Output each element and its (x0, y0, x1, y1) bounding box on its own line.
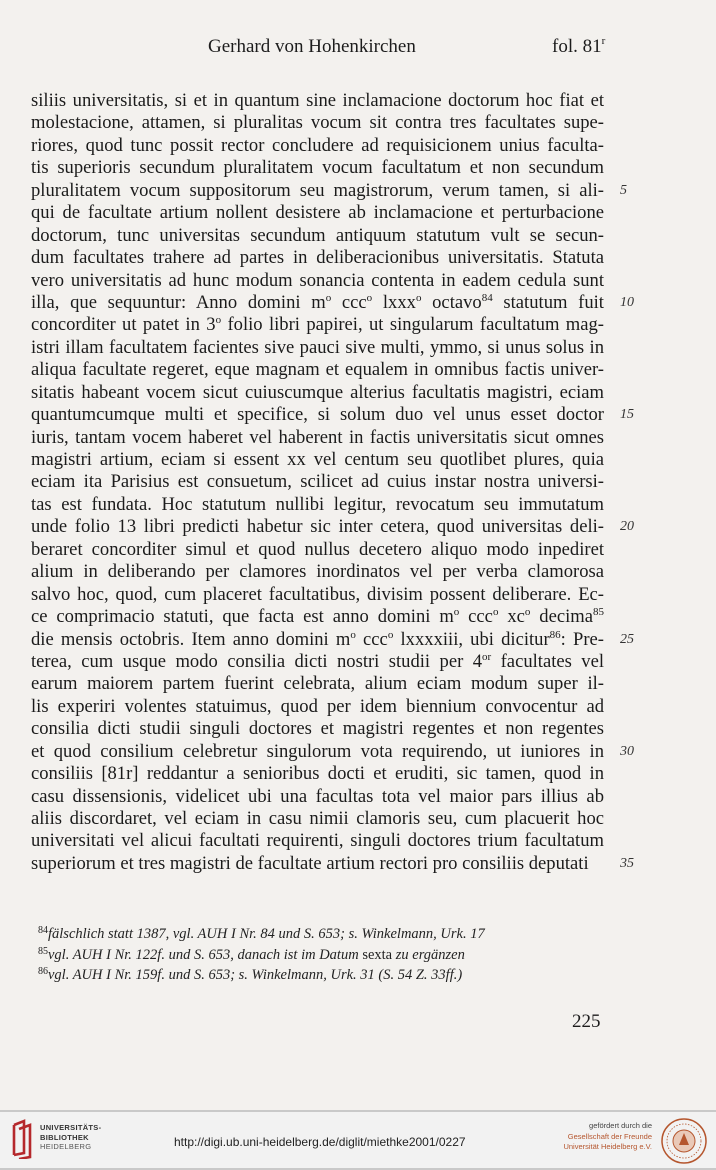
footnote-text: vgl. AUH I Nr. 159f. und S. 653; s. Winkelmann, Urk. 31 (S. 54 Z. 33ff.) (48, 967, 463, 983)
text-line (31, 202, 604, 224)
text-line (31, 90, 604, 112)
text-segment: doctorum, tunc universitas secundum antiquum statutum vult se secun- (31, 224, 604, 246)
line-number: 5 (620, 182, 627, 198)
text-segment: ccc (331, 291, 367, 313)
text-line (31, 225, 604, 247)
line-number: 20 (620, 519, 634, 535)
library-logo-icon[interactable] (10, 1119, 36, 1164)
text-line (31, 270, 604, 292)
text-segment: tis superioris secundum pluralitatem vocum facultatum et non secundum (31, 157, 604, 179)
running-header-author: Gerhard von Hohenkirchen (208, 36, 416, 57)
text-segment: quantumcumque multi et specifice, si solum duo vel unus esset doctor (31, 404, 604, 426)
text-segment: riores, quod tunc possit rector concludere ad requisicionem unius faculta- (31, 134, 604, 156)
line-number: 30 (620, 743, 634, 759)
text-line (31, 808, 604, 830)
footnotes (38, 924, 598, 986)
text-line (31, 651, 604, 673)
viewer-footer (0, 1112, 716, 1168)
text-segment: pluralitatem vocum suppositorum seu magistrorum, verum tamen, si ali- (31, 179, 604, 201)
text-segment: decima (530, 606, 593, 628)
page-number: 225 (572, 1011, 601, 1032)
superscript: o (215, 314, 222, 327)
text-line (31, 382, 604, 404)
superscript: o (366, 291, 373, 304)
text-segment: vero universitatis ad hunc modum sonancia contenta in eadem cedula sunt (31, 269, 604, 291)
text-line (31, 696, 604, 718)
text-segment: beraret concorditer simul et quod nullus decetero aliquo modo inpediret (31, 538, 604, 560)
text-line (31, 314, 604, 336)
line-number: 10 (620, 294, 634, 310)
superscript: o (325, 291, 332, 304)
text-segment: alium in deliberando per clamores inordinatos vel per verba clamorosa (31, 561, 604, 583)
text-segment: tas est fundata. Hoc statutum nullibi legitur, revocatum seu immutatum (31, 493, 604, 515)
text-segment: universitati vel alicui facultati requirenti, singuli doctores trium facultatum (31, 830, 604, 852)
text-segment: aliis discordaret, vel eciam in casu nimii clamoris seu, cum placuerit hoc (31, 808, 604, 829)
text-line (31, 247, 604, 269)
text-segment: die mensis octobris. Item anno domini m (31, 628, 351, 650)
text-segment: dum facultates trahere ad partes in deliberacionibus universitatis. Statuta (31, 247, 604, 269)
text-line (31, 740, 634, 763)
text-segment: lxxxxiii, ubi dicitur (393, 628, 550, 650)
text-line (31, 291, 634, 314)
running-header-folio (552, 36, 605, 58)
text-line (31, 179, 627, 202)
text-segment: qui de facultate artium nollent desistere ab inclamacione et perturbacione (31, 202, 604, 224)
footnote-marker: 85 (38, 945, 48, 957)
library-line-2: BIBLIOTHEK (40, 1132, 89, 1142)
text-line (31, 112, 604, 134)
superscript: 86 (549, 628, 561, 641)
text-segment: molestacione, attamen, si pluralitas vocum sit contra tres facultates supe- (31, 112, 604, 134)
text-segment: casu dissensionis, videlicet ubi una facultas tota vel maior pars illius ab (31, 785, 604, 807)
superscript: 84 (481, 291, 493, 304)
text-segment: istri illam facultatem facientes sive pauci sive multi, ymmo, si unus solus in (31, 336, 604, 358)
text-segment: ccc (459, 606, 493, 628)
text-line (31, 852, 634, 875)
superscript: o (415, 291, 422, 304)
text-line (31, 606, 604, 628)
line-number: 15 (620, 407, 634, 423)
library-line-1: UNIVERSITÄTS- (40, 1123, 102, 1132)
text-segment: magistri artium, eciam si essent xx vel centum seu quotlibet plures, quia (31, 449, 604, 470)
text-segment: terea, cum usque modo consilia dicti nostri studii per 4 (31, 650, 483, 672)
text-segment: octavo (421, 291, 482, 313)
text-line (31, 427, 604, 449)
permalink-url[interactable]: http://digi.ub.uni-heidelberg.de/diglit/miethke2001/0227 (174, 1135, 466, 1149)
footnote-marker: 84 (38, 925, 48, 936)
text-segment: salvo hoc, quod, cum placeret facultatibus, divisim possent deliberare. Ec- (31, 583, 604, 605)
footnote (38, 945, 598, 966)
superscript: o (453, 606, 460, 619)
text-segment: ce comprimacio statuti, que facta est anno domini m (31, 606, 454, 628)
main-text (31, 90, 634, 875)
footnote-text: zu ergänzen (392, 946, 465, 963)
text-line (31, 337, 604, 359)
text-line (31, 135, 604, 157)
text-line (31, 628, 634, 651)
text-line (31, 494, 604, 516)
text-segment: facultates vel (491, 650, 605, 672)
text-segment: consilia dicti studii singuli doctores et magistri regentes et non regentes (31, 718, 604, 740)
footnote (38, 965, 598, 986)
text-line (31, 539, 604, 561)
text-line (31, 404, 634, 426)
text-segment: concorditer ut patet in 3 (31, 314, 216, 336)
line-number: 25 (620, 631, 634, 647)
superscript: o (350, 628, 356, 641)
folio-label: fol. 81 (552, 36, 602, 57)
text-segment: statutum fuit (492, 291, 604, 313)
text-segment: : Pre- (560, 628, 604, 650)
footnote (38, 924, 598, 945)
text-segment: aliqua facultate regeret, eque magnam et equalem in omnibus factis univer- (31, 359, 604, 381)
footnote-marker: 86 (38, 966, 48, 977)
text-line (31, 561, 604, 583)
text-segment: consiliis [81r] reddantur a senioribus docti et eruditi, sic tamen, quod in (31, 763, 604, 785)
sponsor-seal-icon[interactable] (660, 1117, 708, 1170)
text-line (31, 516, 634, 538)
superscript: 85 (592, 606, 604, 619)
line-number: 35 (620, 855, 634, 871)
text-segment: siliis universitatis, si et in quantum sine inclamacione doctorum hoc fiat et (31, 90, 604, 111)
footnote-text: sexta (362, 946, 393, 963)
text-segment: sitatis habeant vocem sicut cuiuscumque alterius facultatis magistri, eciam (31, 381, 604, 403)
text-line (31, 786, 604, 808)
superscript: o (524, 606, 531, 619)
text-line (31, 471, 604, 493)
text-segment: lxxx (372, 291, 416, 313)
library-line-3: HEIDELBERG (40, 1142, 92, 1151)
text-segment: eciam ita Parisius est consuetum, scilicet ad cuius instar nostra universi- (31, 471, 604, 493)
footnote-text: vgl. AUH I Nr. 122f. und S. 653, danach ist im Datum (48, 946, 363, 963)
text-line (31, 673, 604, 695)
text-line (31, 157, 604, 179)
text-segment: unde folio 13 libri predicti habetur sic inter cetera, quod universitas deli- (31, 516, 604, 538)
text-line (31, 830, 604, 852)
text-segment: xc (498, 606, 525, 628)
text-segment: earum maiorem partem fuerint celebrata, alium eciam modum super il- (31, 673, 604, 695)
sponsor-line-3: Universität Heidelberg e.V. (563, 1142, 652, 1151)
folio-superscript: r (601, 35, 606, 47)
sponsor-line-1: gefördert durch die (589, 1121, 652, 1130)
text-segment: ccc (355, 628, 388, 650)
library-name (40, 1123, 101, 1152)
footnote-text: fälschlich statt 1387, vgl. AUH I Nr. 84 und S. 653; s. Winkelmann, Urk. 17 (48, 926, 485, 942)
superscript: o (387, 628, 394, 641)
sponsor-credit (532, 1121, 652, 1153)
text-line (31, 718, 604, 740)
text-segment: et quod consilium celebretur singulorum vota requirendo, ut iuniores in (31, 740, 604, 762)
text-segment: iuris, tantam vocem haberet vel haberent in factis universitatis sicut omnes (31, 426, 604, 448)
sponsor-line-2: Gesellschaft der Freunde (567, 1131, 652, 1141)
superscript: or (482, 650, 492, 663)
text-segment: lis experiri volentes statuimus, quod per idem biennium convocentur ad (31, 695, 604, 717)
text-line (31, 449, 604, 471)
text-segment: illa, que sequuntur: Anno domini m (31, 291, 326, 313)
text-segment: folio libri papirei, ut singularum facultatum mag- (221, 314, 604, 336)
text-line (31, 584, 604, 606)
superscript: o (492, 606, 499, 619)
text-segment: superiorum et tres magistri de facultate artium rectori pro consiliis deputati (31, 852, 589, 874)
text-line (31, 763, 604, 785)
text-line (31, 359, 604, 381)
